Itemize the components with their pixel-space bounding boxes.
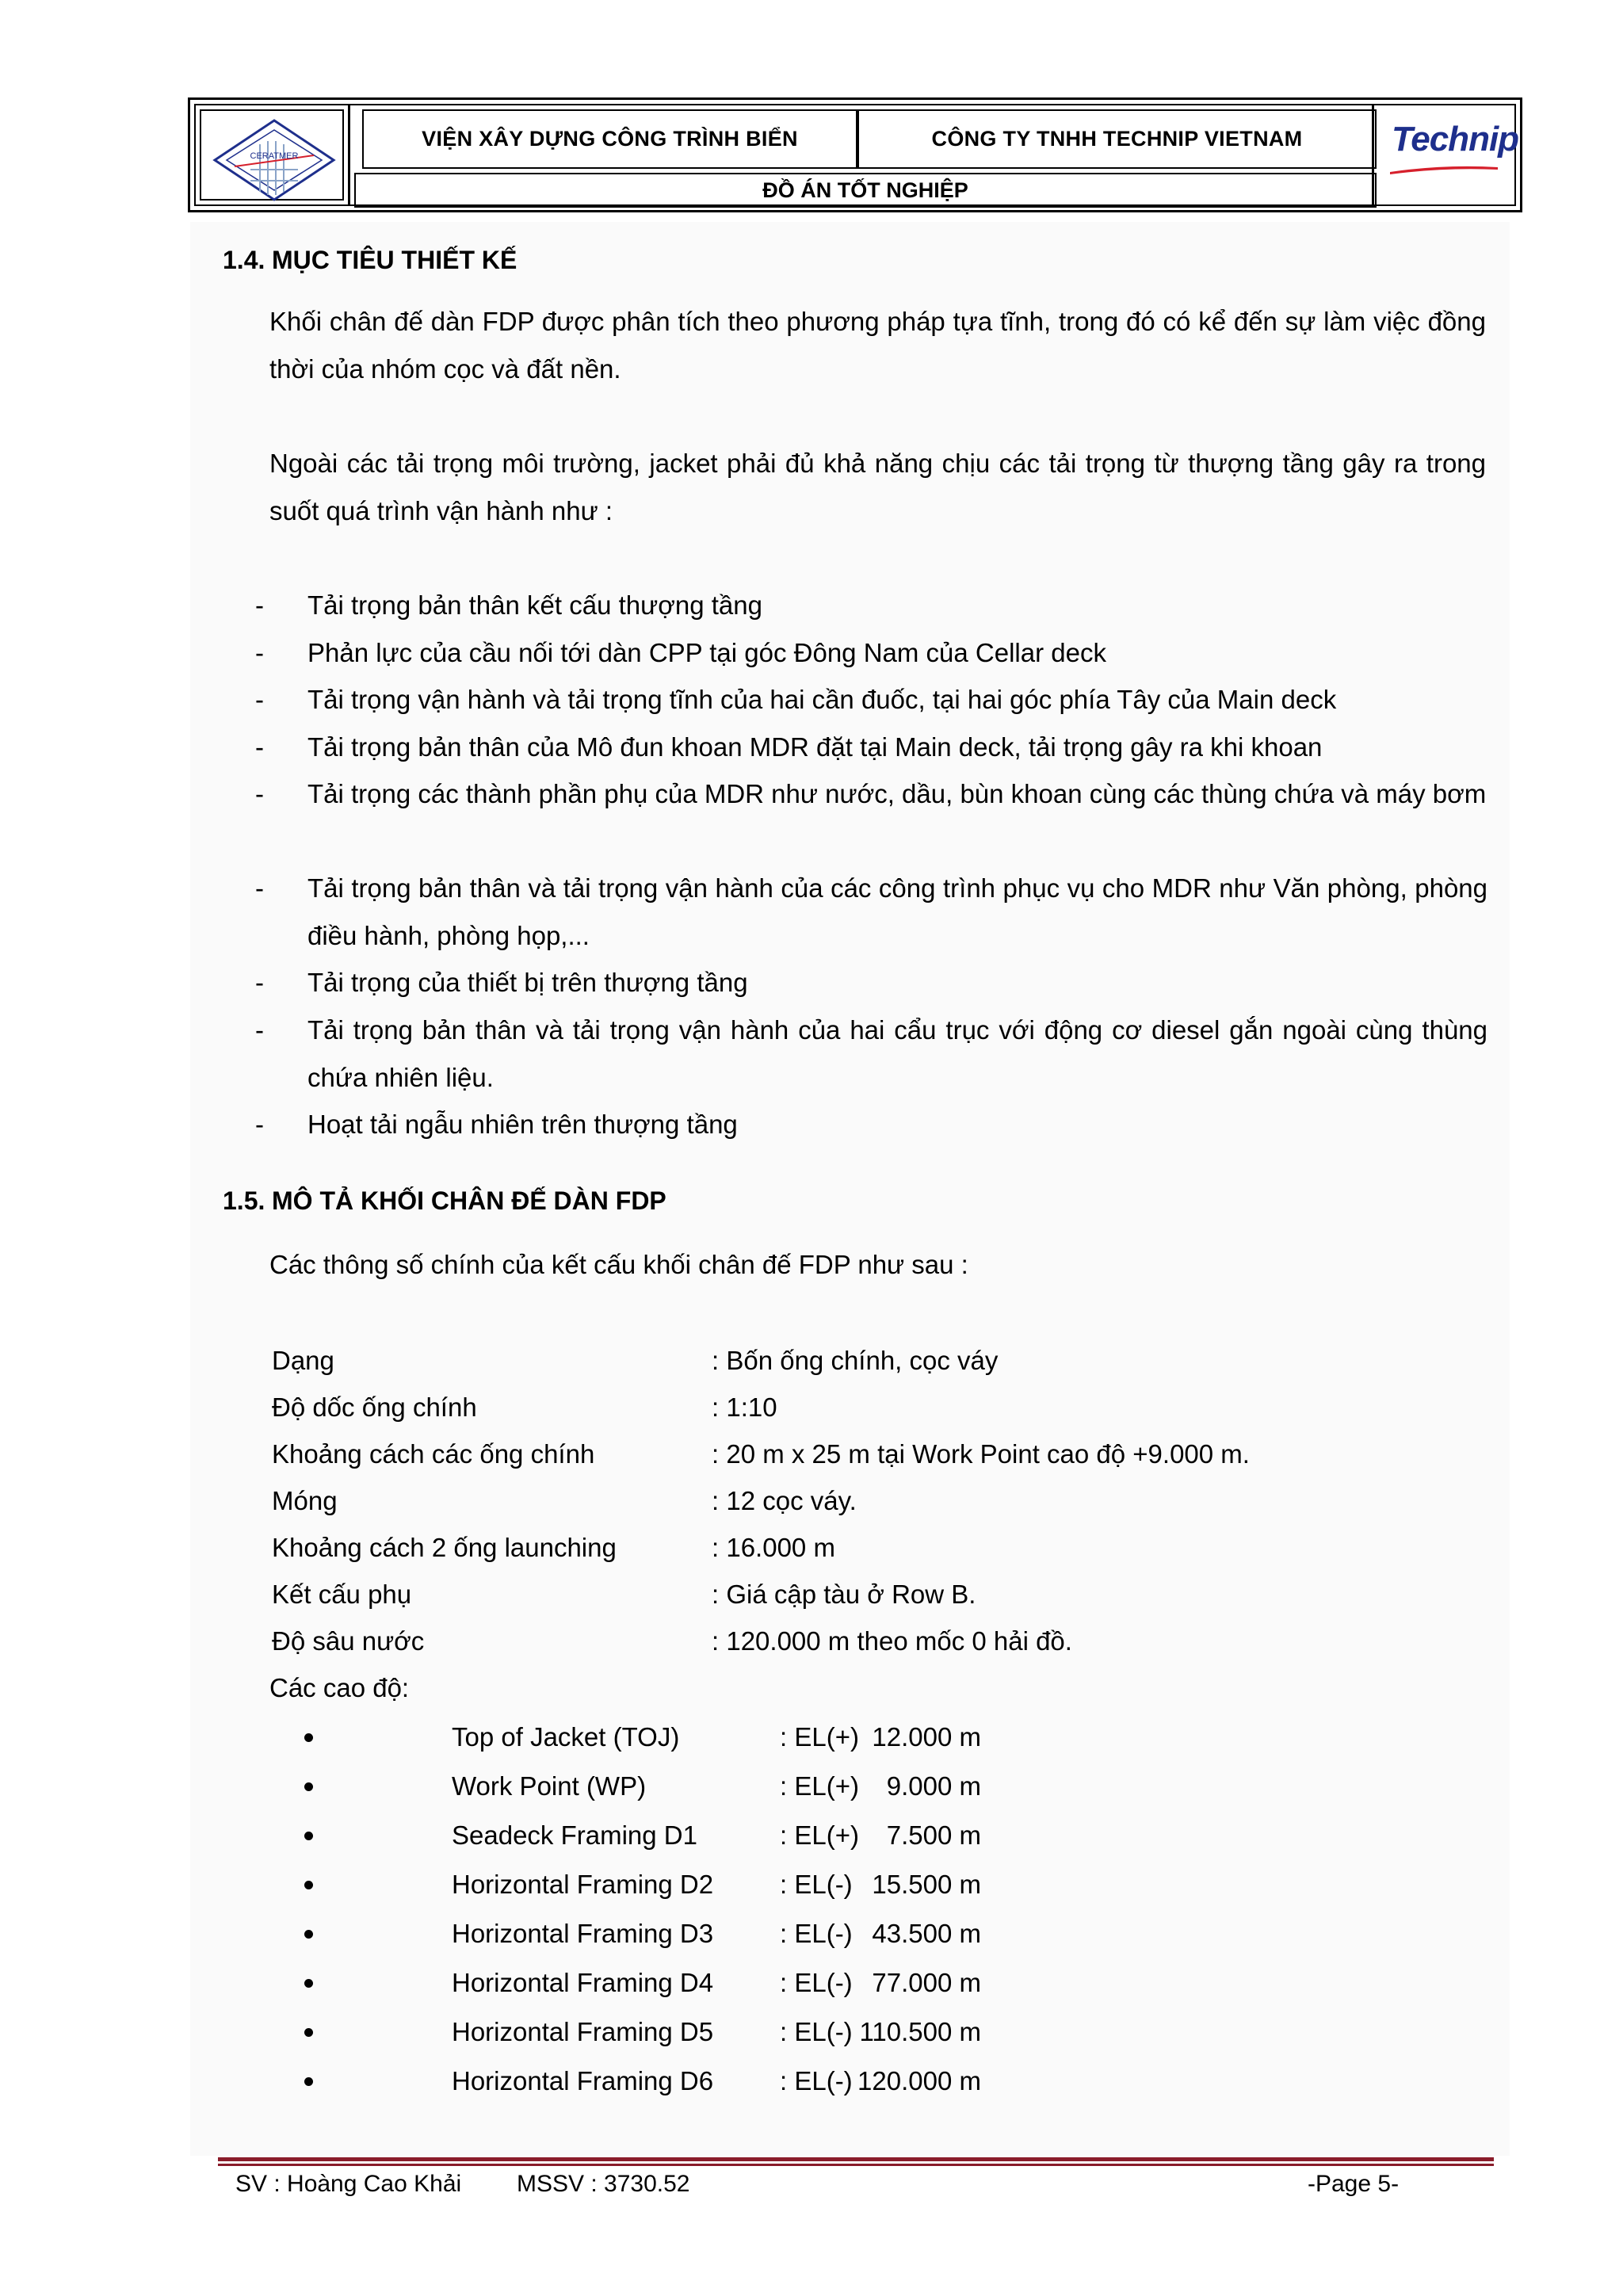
elevation-sign: : EL(+) xyxy=(780,1820,859,1850)
param-value: : Giá cập tàu ở Row B. xyxy=(712,1580,976,1609)
elevation-name: Work Point (WP) xyxy=(452,1771,647,1801)
param-label: Độ dốc ống chính xyxy=(272,1392,477,1422)
section-title: MÔ TẢ KHỐI CHÂN ĐẾ DÀN FDP xyxy=(272,1186,666,1215)
list-item-text: Tải trọng vận hành và tải trọng tĩnh của hai cần đuốc, tại hai góc phía Tây của Main deck xyxy=(307,685,1337,714)
param-value: : 1:10 xyxy=(712,1392,777,1422)
footer-student: SV : Hoàng Cao Khải xyxy=(235,2171,462,2197)
list-item-text: Phản lực của cầu nối tới dàn CPP tại góc Đông Nam của Cellar deck xyxy=(307,638,1106,667)
list-item: - Phản lực của cầu nối tới dàn CPP tại góc Đông Nam của Cellar deck xyxy=(255,629,1487,677)
list-item-text: Tải trọng bản thân và tải trọng vận hành của các công trình phục vụ cho MDR như Văn phòng, phòng điều hành, phòng họp,... xyxy=(307,873,1487,950)
param-value: : Bốn ống chính, cọc váy xyxy=(712,1346,999,1375)
section-heading-1-4 xyxy=(223,246,517,275)
bullet-dot-icon xyxy=(304,1930,313,1939)
bullet-dot-icon xyxy=(304,2077,313,2086)
footer-student-id: MSSV : 3730.52 xyxy=(517,2171,690,2197)
bullet-dot-icon xyxy=(304,2028,313,2037)
elevation-name: Horizontal Framing D3 xyxy=(452,1919,714,1948)
institute-name: VIỆN XÂY DỰNG CÔNG TRÌNH BIỂN xyxy=(362,109,857,169)
paragraph-1: Khối chân đế dàn FDP được phân tích theo phương pháp tựa tĩnh, trong đó có kể đến sự làm việc đồng thời của nhóm cọc và đất nền. xyxy=(269,307,1486,384)
param-label: Dạng xyxy=(272,1346,334,1375)
list-item-text: Tải trọng bản thân kết cấu thượng tầng xyxy=(307,590,762,620)
technip-logo: Technip xyxy=(1392,120,1519,159)
list-item-text: Tải trọng của thiết bị trên thượng tầng xyxy=(307,968,748,997)
param-label: Kết cấu phụ xyxy=(272,1580,412,1609)
elevation-sign: : EL(-) xyxy=(780,1968,853,1997)
elevation-value: 77.000 m xyxy=(872,1968,981,1997)
list-item: - Tải trọng các thành phần phụ của MDR như nước, dầu, bùn khoan cùng các thùng chứa và máy bơm xyxy=(255,770,1487,818)
list-item: - Tải trọng bản thân và tải trọng vận hành của hai cẩu trục với động cơ diesel gắn ngoài cùng thùng chứa nhiên liệu. xyxy=(255,1007,1487,1102)
list-item: - Tải trọng bản thân của Mô đun khoan MDR đặt tại Main deck, tải trọng gây ra khi khoan xyxy=(255,724,1487,771)
document-subtitle: ĐỒ ÁN TỐT NGHIỆP xyxy=(354,173,1377,208)
param-label: Khoảng cách 2 ống launching xyxy=(272,1533,617,1562)
logo-cell-right xyxy=(1372,105,1519,204)
list-item: - Tải trọng của thiết bị trên thượng tầng xyxy=(255,959,1487,1007)
elevations-title-text: Các cao độ: xyxy=(269,1673,410,1702)
elevation-sign: : EL(-) xyxy=(780,2017,853,2046)
list-item-text: Tải trọng các thành phần phụ của MDR như nước, dầu, bùn khoan cùng các thùng chứa và máy bơm xyxy=(307,779,1487,808)
section-number: 1.4. xyxy=(223,246,265,274)
param-value: : 20 m x 25 m tại Work Point cao độ +9.000 m. xyxy=(712,1439,1250,1469)
footer-divider xyxy=(218,2157,1494,2161)
logo-cell-left xyxy=(196,105,350,204)
footer-page-number: -Page 5- xyxy=(1308,2171,1400,2197)
technip-swoosh-icon xyxy=(1388,162,1499,175)
list-item-text: Hoạt tải ngẫu nhiên trên thượng tầng xyxy=(307,1110,738,1139)
list-item: - Tải trọng vận hành và tải trọng tĩnh của hai cần đuốc, tại hai góc phía Tây của Main deck xyxy=(255,676,1487,724)
elevation-value: 110.500 m xyxy=(859,2017,981,2046)
elevation-name: Horizontal Framing D5 xyxy=(452,2017,714,2046)
company-name: CÔNG TY TNHH TECHNIP VIETNAM xyxy=(857,109,1377,169)
elevation-name: Top of Jacket (TOJ) xyxy=(452,1722,680,1752)
ceratmer-logo-icon xyxy=(203,113,346,208)
section-number: 1.5. xyxy=(223,1186,265,1215)
elevation-name: Horizontal Framing D6 xyxy=(452,2066,714,2095)
list-item: - Tải trọng bản thân và tải trọng vận hành của các công trình phục vụ cho MDR như Văn phòng, phòng điều hành, phòng họp,... xyxy=(255,865,1487,960)
elevation-name: Seadeck Framing D1 xyxy=(452,1820,697,1850)
param-label: Khoảng cách các ống chính xyxy=(272,1439,595,1469)
elevation-sign: : EL(+) xyxy=(780,1722,859,1752)
bullet-dot-icon xyxy=(304,1979,313,1988)
list-item: - Hoạt tải ngẫu nhiên trên thượng tầng xyxy=(255,1101,1487,1148)
section-title: MỤC TIÊU THIẾT KẾ xyxy=(272,246,517,274)
elevation-value: 120.000 m xyxy=(857,2066,981,2095)
list-item: - Tải trọng bản thân kết cấu thượng tầng xyxy=(255,582,1487,629)
paragraph-2: Ngoài các tải trọng môi trường, jacket phải đủ khả năng chịu các tải trọng từ thượng tầng gây ra trong suốt quá trình vận hành như : xyxy=(269,449,1486,525)
section-intro: Các thông số chính của kết cấu khối chân đế FDP như sau : xyxy=(269,1250,968,1279)
elevation-sign: : EL(+) xyxy=(780,1771,859,1801)
param-label: Móng xyxy=(272,1486,338,1515)
elevation-value: 15.500 m xyxy=(872,1870,981,1899)
elevation-name: Horizontal Framing D4 xyxy=(452,1968,714,1997)
param-value: : 120.000 m theo mốc 0 hải đồ. xyxy=(712,1626,1072,1656)
elevation-sign: : EL(-) xyxy=(780,2066,853,2095)
bullet-dot-icon xyxy=(304,1782,313,1791)
list-item-text: Tải trọng bản thân và tải trọng vận hành của hai cẩu trục với động cơ diesel gắn ngoài cùng thùng chứa nhiên liệu. xyxy=(307,1015,1487,1092)
param-value: : 16.000 m xyxy=(712,1533,835,1562)
elevation-name: Horizontal Framing D2 xyxy=(452,1870,714,1899)
bullet-dot-icon xyxy=(304,1733,313,1742)
elevation-sign: : EL(-) xyxy=(780,1919,853,1948)
param-value: : 12 cọc váy. xyxy=(712,1486,857,1515)
list-item-text: Tải trọng bản thân của Mô đun khoan MDR đặt tại Main deck, tải trọng gây ra khi khoan xyxy=(307,732,1323,762)
elevation-sign: : EL(-) xyxy=(780,1870,853,1899)
section-heading-1-5 xyxy=(223,1186,666,1216)
elevation-value: 9.000 m xyxy=(886,1771,981,1801)
bullet-dot-icon xyxy=(304,1881,313,1889)
page-header xyxy=(188,97,1522,212)
footer-divider xyxy=(218,2164,1494,2166)
param-label: Độ sâu nước xyxy=(272,1626,425,1656)
bullet-dot-icon xyxy=(304,1832,313,1840)
elevation-value: 43.500 m xyxy=(872,1919,981,1948)
elevation-value: 7.500 m xyxy=(886,1820,981,1850)
elevation-value: 12.000 m xyxy=(872,1722,981,1752)
ceratmer-logo-text: CERATMER xyxy=(250,151,299,161)
